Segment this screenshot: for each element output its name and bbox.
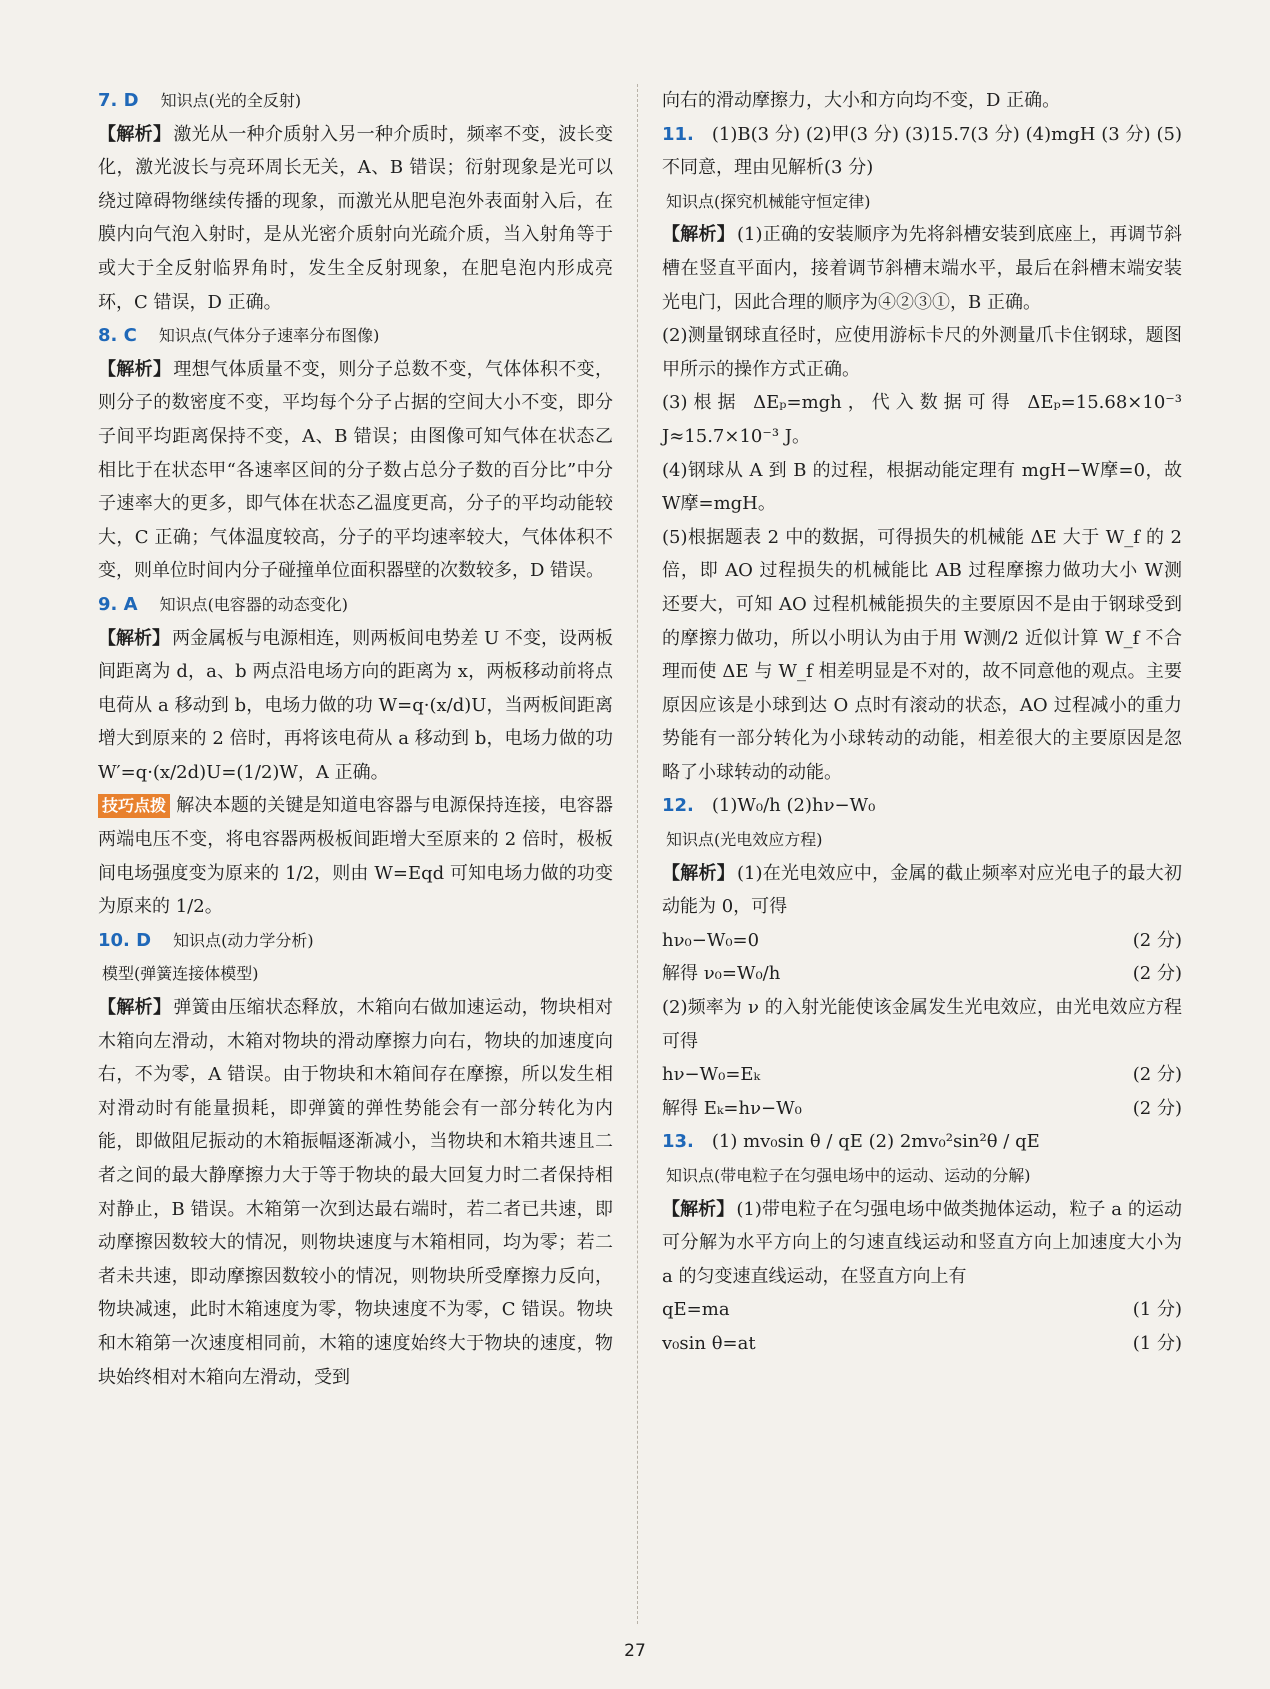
equation: 解得 ν₀=W₀/h — [662, 963, 781, 985]
analysis-8 — [98, 353, 613, 588]
analysis-text: (1)带电粒子在匀强电场中做类抛体运动，粒子 a 的运动可分解为水平方向上的匀速直线运动和竖直方向上加速度大小为 a 的匀变速直线运动，在竖直方向上有 — [662, 1198, 1183, 1287]
analysis-tag: 【解析】 — [98, 358, 172, 380]
analysis-tag: 【解析】 — [662, 1198, 735, 1220]
analysis-10 — [98, 991, 613, 1394]
equation: 解得 Eₖ=hν−W₀ — [662, 1097, 802, 1119]
equation-score: (2 分) — [1132, 929, 1182, 951]
answer-7 — [98, 84, 613, 118]
analysis-11-part-3: (3)根据 ΔEₚ=mgh，代入数据可得 ΔEₚ=15.68×10⁻³ J≈15.7×10⁻³ J。 — [662, 392, 1182, 447]
analysis-text: 激光从一种介质射入另一种介质时，频率不变，波长变化，激光波长与亮环周长无关，A、B 错误；衍射现象是光可以绕过障碍物继续传播的现象，而激光从肥皂泡外表面射入后，在膜内向气泡入射时，是从光密介质射向光疏介质，当入射角等于或大于全反射临界角时，发生全反射现象，在肥皂泡内形成亮环，C 错误，D 正确。 — [98, 123, 614, 313]
equation-row — [662, 1293, 1182, 1327]
analysis-text: (1)在光电效应中，金属的截止频率对应光电子的最大初动能为 0，可得 — [662, 862, 1183, 918]
analysis-11-part-5: (5)根据题表 2 中的数据，可得损失的机械能 ΔE 大于 W_f 的 2 倍，即 AO 过程损失的机械能比 AB 过程摩擦力做功大小 W测 还要大，可知 AO 过程机械能损失的主要原因不是由于钢球受到的摩擦力做功，所以小明认为由于用 W测/2 近似计算 W_f 不合理而使 ΔE 与 W_f 相差明显是不对的，故不同意他的观点。主要原因应该是小球到达 O 点时有滚动的状态，AO 过程减小的重力势能有一部分转化为小球转动的动能，相差很大的主要原因是忽略了小球转动的动能。 — [662, 526, 1182, 783]
answer-text: (1)B(3 分) (2)甲(3 分) (3)15.7(3 分) (4)mgH (3 分) (5)不同意，理由见解析(3 分) — [662, 123, 1182, 179]
continued-text: 向右的滑动摩擦力，大小和方向均不变，D 正确。 — [662, 90, 1061, 111]
equation: hν−W₀=Eₖ — [662, 1064, 761, 1086]
equation-score: (2 分) — [1132, 1064, 1182, 1086]
knowledge-point: 知识点(气体分子速率分布图像) — [158, 326, 380, 346]
model-label: 模型(弹簧连接体模型) — [102, 964, 259, 984]
analysis-tag: 【解析】 — [98, 627, 171, 649]
tip-box — [98, 789, 613, 923]
tip-label: 技巧点拨 — [98, 794, 170, 818]
question-number: 12. — [662, 795, 694, 817]
knowledge-point: 知识点(电容器的动态变化) — [159, 594, 349, 614]
analysis-text: 理想气体质量不变，则分子总数不变，气体体积不变，则分子的数密度不变，平均每个分子占据的空间大小不变，即分子间平均距离保持不变，A、B 错误；由图像可知气体在状态乙相比于在状态甲“各速率区间的分子数占总分子数的百分比”中分子速率大的更多，即气体在状态乙温度更高，分子的平均动能较大，C 正确；气体温度较高，分子的平均速率较大，气体体积不变，则单位时间内分子碰撞单位面积器壁的次数较多，D 错误。 — [98, 358, 614, 582]
equation: hν₀−W₀=0 — [662, 929, 760, 951]
equation-score: (1 分) — [1132, 1299, 1182, 1321]
analysis-7 — [98, 118, 613, 320]
answer-13 — [662, 1125, 1182, 1159]
knowledge-point: 知识点(探究机械能守恒定律) — [666, 191, 871, 211]
answer-11 — [662, 118, 1182, 185]
analysis-12-part-2: (2)频率为 ν 的入射光能使该金属发生光电效应，由光电效应方程可得 — [662, 997, 1182, 1052]
question-number: 9. A — [98, 593, 138, 615]
knowledge-point: 知识点(光的全反射) — [160, 91, 302, 110]
page-number: 27 — [624, 1641, 646, 1661]
answer-10 — [98, 924, 613, 958]
analysis-11 — [662, 218, 1182, 319]
question-number: 8. C — [98, 325, 137, 347]
analysis-text: 弹簧由压缩状态释放，木箱向右做加速运动，物块相对木箱向左滑动，木箱对物块的滑动摩擦力向右，物块的加速度向右，不为零，A 错误。由于物块和木箱间存在摩擦，所以发生相对滑动时有能量损耗，即弹簧的弹性势能会有一部分转化为内能，即做阻尼振动的木箱振幅逐渐减小，当物块和木箱共速且二者之间的最大静摩擦力大于等于物块的最大回复力时二者保持相对静止，B 错误。木箱第一次到达最右端时，若二者已共速，即动摩擦因数较大的情况，则物块速度与木箱相同，均为零；若二者未共速，即动摩擦因数较小的情况，则物块所受摩擦力反向，物块减速，此时木箱速度为零，物块速度不为零，C 错误。物块和木箱第一次速度相同前，木箱的速度始终大于物块的速度，物块始终相对木箱向左滑动，受到 — [98, 997, 614, 1388]
equation-row — [662, 1327, 1182, 1361]
knowledge-point: 知识点(光电效应方程) — [666, 830, 823, 850]
equation-score: (2 分) — [1132, 1097, 1182, 1119]
equation-score: (2 分) — [1132, 963, 1182, 985]
question-number: 13. — [662, 1131, 694, 1153]
equation-score: (1 分) — [1132, 1332, 1182, 1354]
tip-text: 解决本题的关键是知道电容器与电源保持连接，电容器两端电压不变，将电容器两极板间距增大至原来的 2 倍时，极板间电场强度变为原来的 1/2，则由 W=Eqd 可知电场力做的功变为原来的 1/2。 — [98, 795, 613, 918]
column-divider — [637, 84, 638, 1624]
analysis-12 — [662, 857, 1182, 924]
equation-row — [662, 924, 1182, 958]
answer-8 — [98, 319, 613, 353]
analysis-13 — [662, 1193, 1182, 1294]
answer-text: (1)W₀/h (2)hν−W₀ — [711, 795, 876, 817]
left-column — [98, 84, 613, 1394]
analysis-text: (1)正确的安装顺序为先将斜槽安装到底座上，再调节斜槽在竖直平面内，接着调节斜槽末端水平，最后在斜槽末端安装光电门，因此合理的顺序为④②③①，B 正确。 — [662, 224, 1183, 313]
equation: qE=ma — [662, 1299, 730, 1321]
analysis-tag: 【解析】 — [98, 997, 172, 1019]
question-number: 10. D — [98, 929, 152, 951]
analysis-tag: 【解析】 — [98, 123, 172, 145]
question-number: 7. D — [98, 90, 139, 111]
analysis-11-part-2: (2)测量钢球直径时，应使用游标卡尺的外测量爪卡住钢球，题图甲所示的操作方式正确。 — [662, 325, 1182, 380]
question-number: 11. — [662, 123, 694, 145]
knowledge-point: 知识点(动力学分析) — [173, 930, 314, 950]
analysis-tag: 【解析】 — [662, 862, 735, 884]
analysis-9 — [98, 622, 613, 790]
analysis-tag: 【解析】 — [662, 224, 735, 246]
answer-12 — [662, 789, 1182, 823]
analysis-text: 两金属板与电源相连，则两板间电势差 U 不变，设两板间距离为 d，a、b 两点沿电场方向的距离为 x，两板移动前将点电荷从 a 移动到 b，电场力做的功 W=q·(x/d)U，当两板间距离增大到原来的 2 倍时，再将该电荷从 a 移动到 b，电场力做的功 W′=q·(x/2d)U=(1/2)W，A 正确。 — [98, 627, 613, 783]
right-column — [662, 84, 1182, 1361]
equation-row — [662, 1092, 1182, 1126]
knowledge-point: 知识点(带电粒子在匀强电场中的运动、运动的分解) — [666, 1166, 1031, 1185]
answer-text: (1) mv₀sin θ / qE (2) 2mv₀²sin²θ / qE — [711, 1131, 1040, 1153]
analysis-11-part-4: (4)钢球从 A 到 B 的过程，根据动能定理有 mgH−W摩=0，故 W摩=mgH。 — [662, 459, 1182, 515]
equation: v₀sin θ=at — [662, 1332, 756, 1354]
equation-row — [662, 957, 1182, 991]
answer-9 — [98, 588, 613, 622]
equation-row — [662, 1058, 1182, 1092]
